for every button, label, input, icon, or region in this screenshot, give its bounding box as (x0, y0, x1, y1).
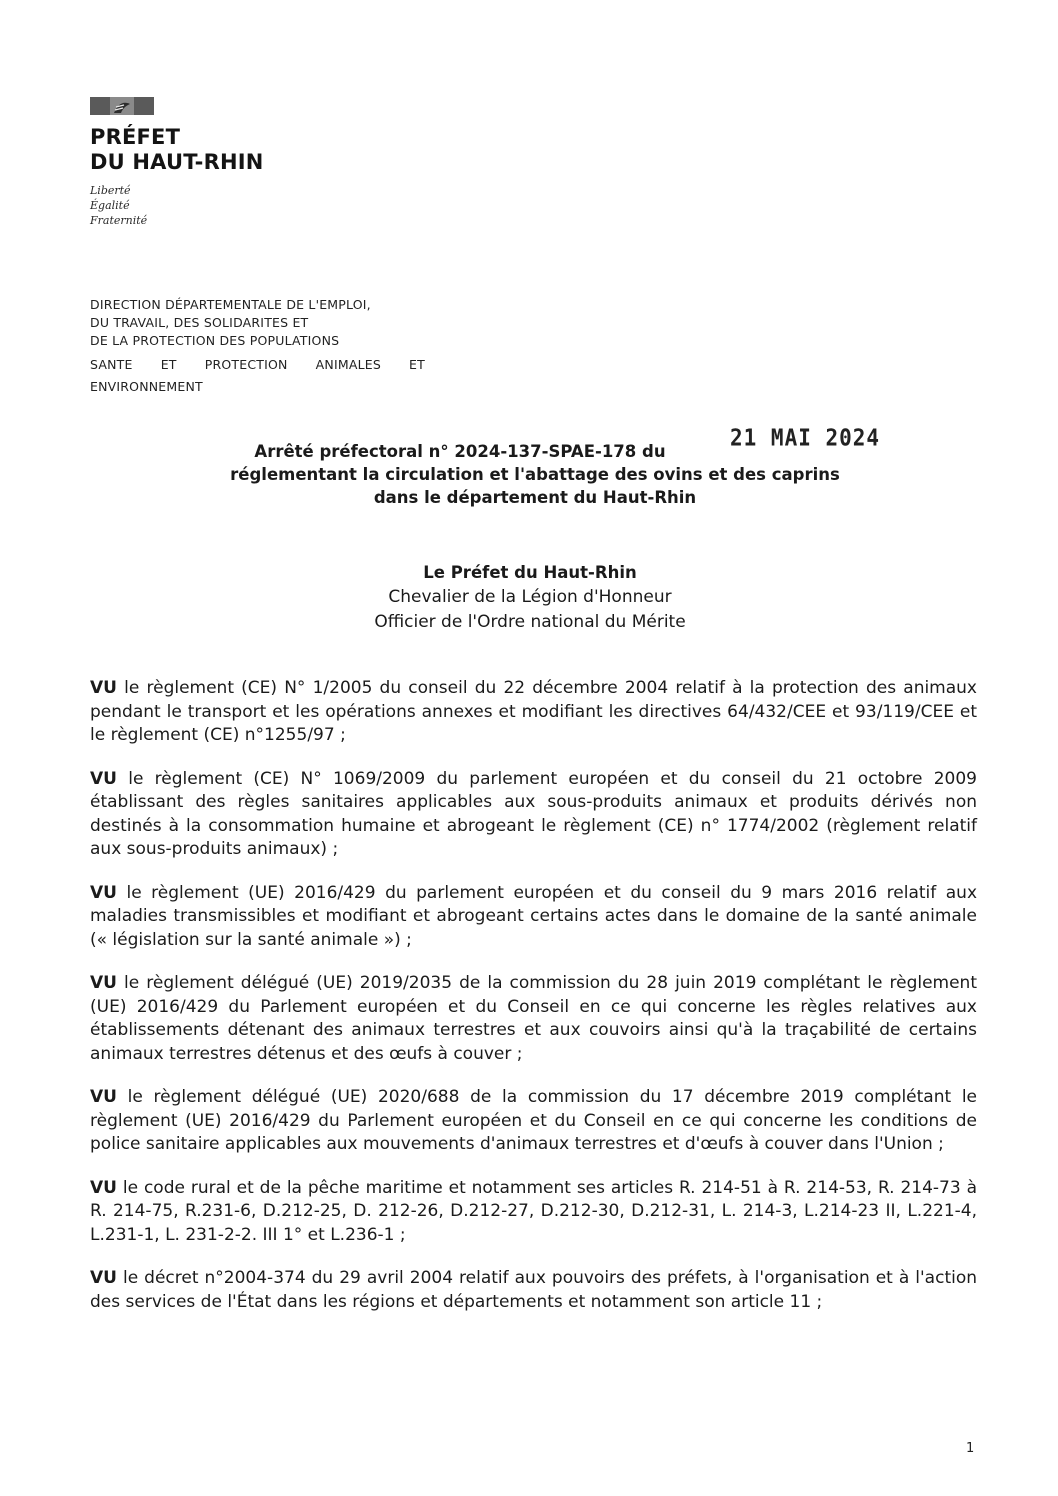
visa-text: le code rural et de la pêche maritime et notamment ses articles R. 214-51 à R. 214-53, R. 214-73 à R. 214-75, R.231-6, D.212-25, D. 212-26, D.212-27, D.212-30, D.212-31, L. 214-3, L.214-23 II, L.221-4, L.231-1, L. 231-2-2. III 1° et L.236-1 ; (90, 1177, 977, 1245)
motto-liberte: Liberté (90, 184, 131, 197)
date-stamp: 21 MAI 2024 (730, 425, 881, 451)
visa-prefix: VU (90, 768, 117, 789)
visa-text: le décret n°2004-374 du 29 avril 2004 relatif aux pouvoirs des préfets, à l'organisation et à l'action des services de l'État dans les régions et départements et notamment son article 11 ; (90, 1268, 978, 1312)
arrete-title-line3: dans le département du Haut-Rhin (373, 488, 697, 507)
visa-paragraph (90, 1177, 977, 1248)
directorate-line: DU TRAVAIL, DES SOLIDARITES ET (90, 315, 309, 330)
arrete-title-line1 (190, 440, 880, 463)
visa-paragraph (90, 972, 977, 1066)
visa-prefix: VU (90, 973, 117, 993)
visa-text: le règlement (CE) N° 1/2005 du conseil du 22 décembre 2004 relatif à la protection des animaux pendant le transport et les opérations annexes et modifiant les directives 64/432/CEE et 93/119/CEE et le règlement (CE) n°1255/97 ; (90, 678, 977, 745)
republic-motto (90, 183, 147, 228)
visa-text: le règlement (UE) 2016/429 du parlement européen et du conseil du 9 mars 2016 relatif aux maladies transmissibles et modifiant et abrogeant certains actes dans le domaine de la santé animale (« législation sur la santé animale ») ; (90, 882, 978, 950)
prefecture-title-line2: DU HAUT-RHIN (90, 150, 264, 174)
visa-prefix: VU (90, 1087, 117, 1107)
motto-fraternite: Fraternité (90, 214, 148, 227)
prefect-honour-2: Officier de l'Ordre national du Mérite (374, 612, 686, 632)
marianne-logo-icon (90, 95, 154, 117)
visa-text: le règlement délégué (UE) 2020/688 de la commission du 17 décembre 2019 complétant le règlement (UE) 2016/429 du Parlement européen et du Conseil en ce qui concerne les conditions de police sanitaire applicables aux mouvements d'animaux terrestres et d'œufs à couver dans l'Union ; (90, 1087, 978, 1154)
prefect-honour-1: Chevalier de la Légion d'Honneur (388, 587, 672, 607)
arrete-number: Arrêté préfectoral n° 2024-137-SPAE-178 du (254, 442, 666, 461)
service-name (90, 354, 425, 398)
service-line2: ENVIRONNEMENT (90, 379, 203, 394)
prefecture-title-line1: PRÉFET (90, 125, 181, 149)
motto-egalite: Égalité (90, 199, 130, 212)
arrete-title (190, 440, 880, 509)
visa-paragraph (90, 882, 977, 953)
issuing-directorate (90, 296, 430, 398)
service-line1: SANTE ET PROTECTION ANIMALES ET (90, 357, 425, 372)
visa-prefix: VU (90, 1268, 117, 1288)
page-number: 1 (966, 1441, 975, 1456)
directorate-line: DIRECTION DÉPARTEMENTALE DE L'EMPLOI, (90, 297, 371, 312)
visa-paragraph (90, 768, 977, 862)
visa-paragraph (90, 677, 977, 748)
visa-prefix: VU (90, 678, 117, 698)
prefect-name: Le Préfet du Haut-Rhin (423, 563, 637, 582)
prefecture-title (90, 125, 264, 175)
prefect-signatory (290, 560, 770, 635)
visa-paragraph (90, 1267, 977, 1314)
arrete-title-line2: réglementant la circulation et l'abattage des ovins et des caprins (230, 465, 840, 484)
directorate-line: DE LA PROTECTION DES POPULATIONS (90, 333, 340, 348)
visa-paragraph (90, 1086, 977, 1157)
visa-text: le règlement (CE) N° 1069/2009 du parlement européen et du conseil du 21 octobre 2009 établissant des règles sanitaires applicables aux sous-produits animaux et produits dérivés non destinés à la consommation humaine et abrogeant le règlement (CE) n° 1774/2002 (règlement relatif aux sous-produits animaux) ; (90, 768, 977, 859)
visas-list (90, 677, 977, 1334)
visa-prefix: VU (90, 1177, 117, 1198)
visa-text: le règlement délégué (UE) 2019/2035 de la commission du 28 juin 2019 complétant le règlement (UE) 2016/429 du Parlement européen et du Conseil en ce qui concerne les règles relatives aux établissements détenant des animaux terrestres et aux couvoirs ainsi qu'à la traçabilité de certains animaux terrestres détenus et des œufs à couver ; (90, 973, 978, 1064)
visa-prefix: VU (90, 882, 117, 903)
